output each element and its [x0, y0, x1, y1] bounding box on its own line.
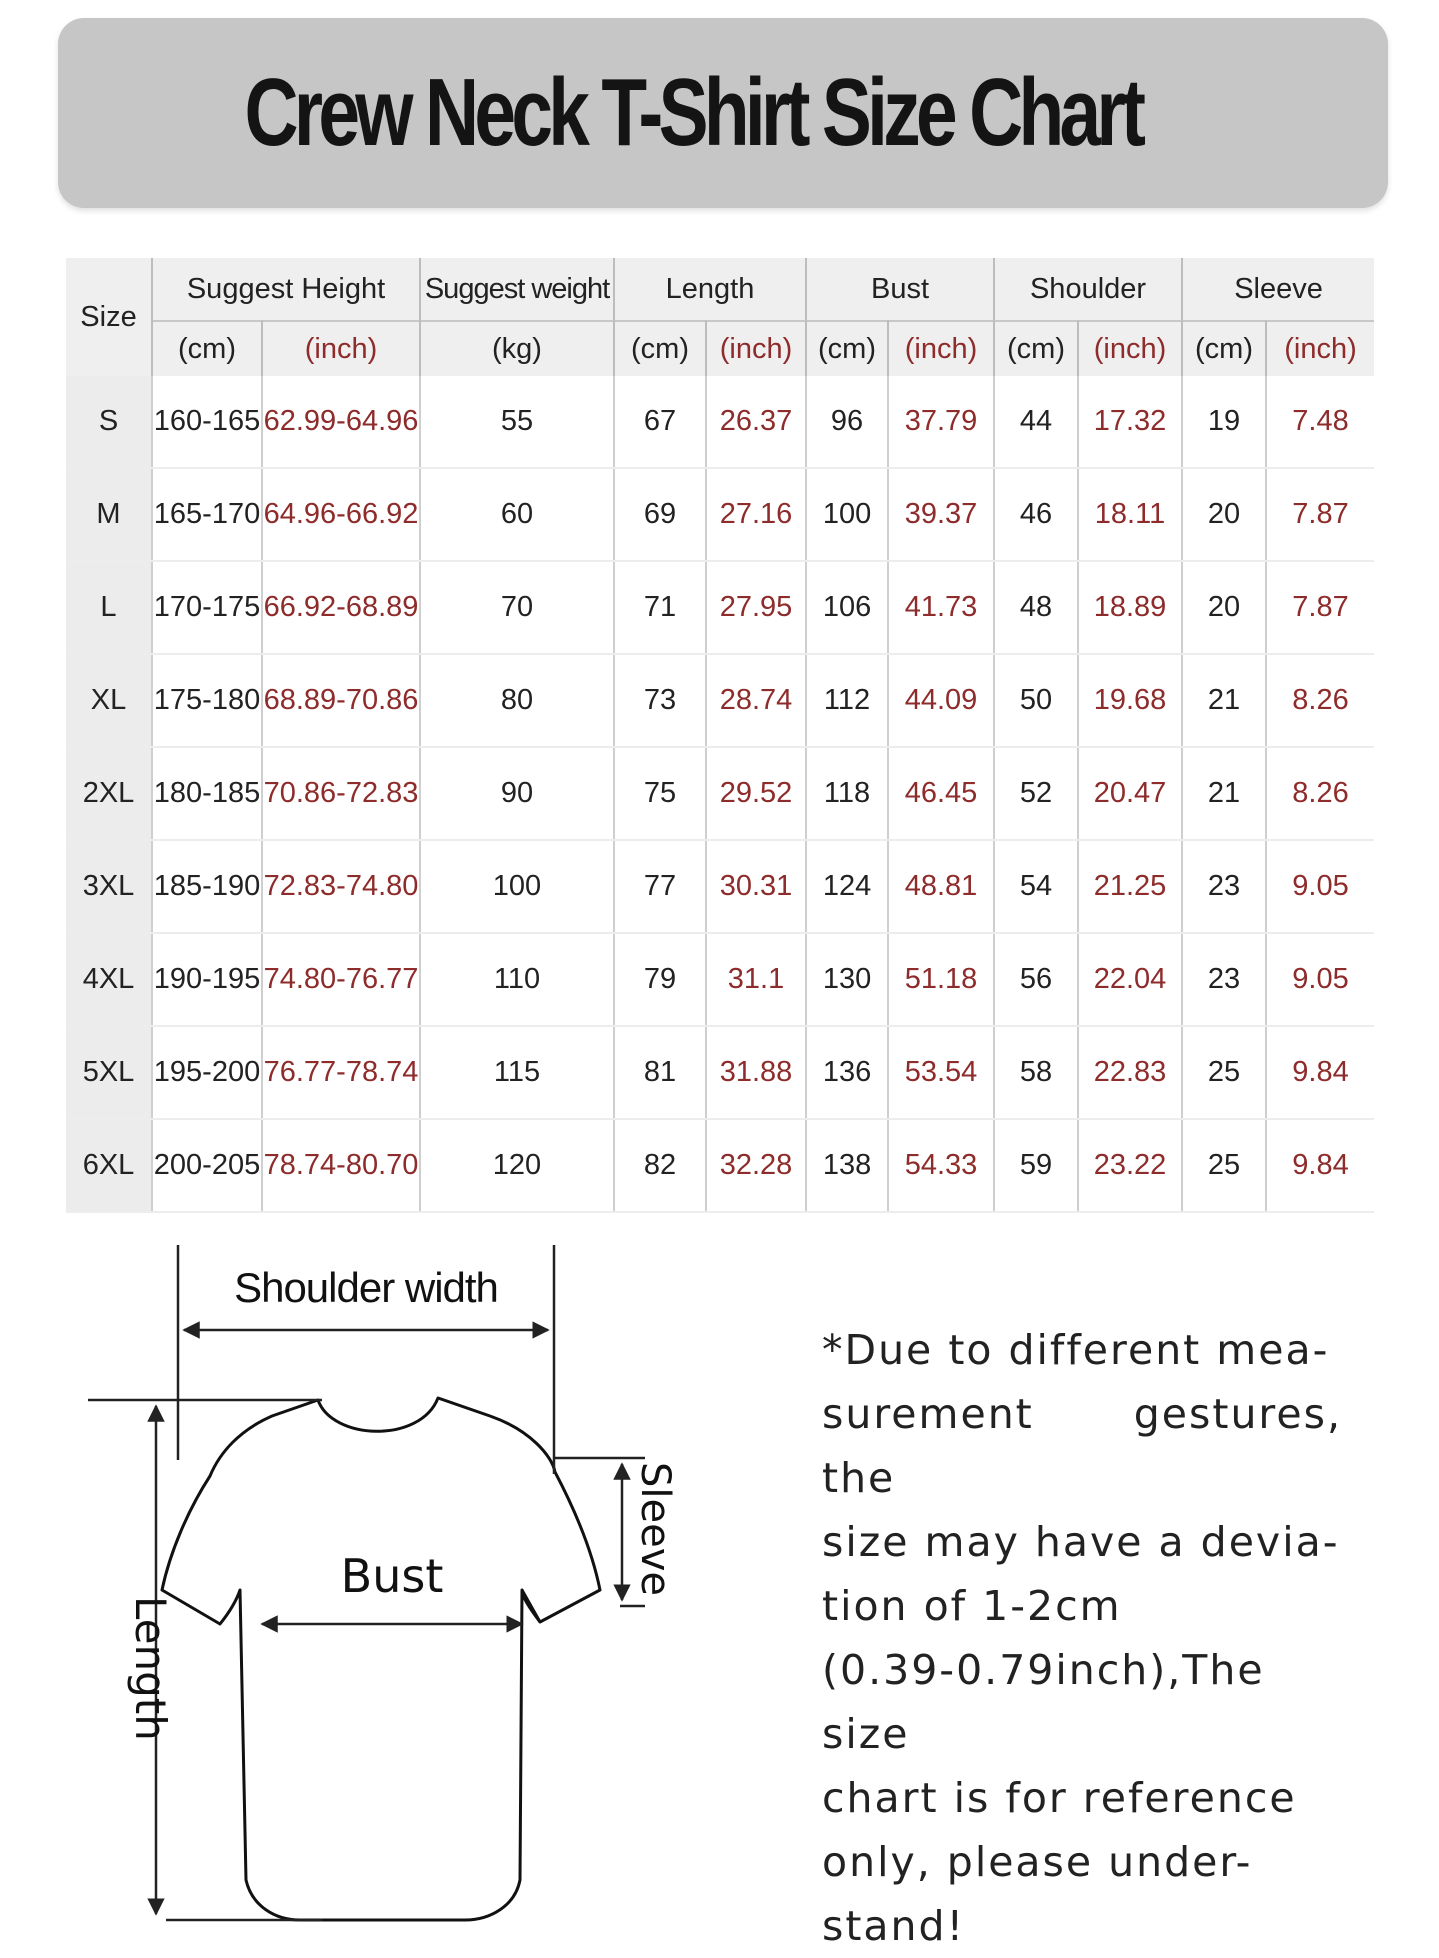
value-cell: 55: [420, 376, 614, 468]
unit-shoulder-inch: (inch): [1078, 321, 1182, 376]
table-row: [66, 561, 1374, 654]
value-cell: 41.73: [888, 561, 994, 654]
value-cell: 7.87: [1266, 468, 1374, 561]
value-cell: 18.89: [1078, 561, 1182, 654]
value-cell: 64.96-66.92: [262, 468, 420, 561]
value-cell: 46.45: [888, 747, 994, 840]
value-cell: 9.05: [1266, 840, 1374, 933]
value-cell: 21.25: [1078, 840, 1182, 933]
table-row: [66, 840, 1374, 933]
value-cell: 7.87: [1266, 561, 1374, 654]
value-cell: 70.86-72.83: [262, 747, 420, 840]
value-cell: 48: [994, 561, 1078, 654]
unit-length-inch: (inch): [706, 321, 806, 376]
value-cell: 56: [994, 933, 1078, 1026]
value-cell: 110: [420, 933, 614, 1026]
value-cell: 21: [1182, 654, 1266, 747]
value-cell: 23.22: [1078, 1119, 1182, 1212]
value-cell: 130: [806, 933, 888, 1026]
size-cell: L: [66, 561, 152, 654]
value-cell: 68.89-70.86: [262, 654, 420, 747]
value-cell: 18.11: [1078, 468, 1182, 561]
value-cell: 44.09: [888, 654, 994, 747]
value-cell: 72.83-74.80: [262, 840, 420, 933]
value-cell: 96: [806, 376, 888, 468]
value-cell: 22.04: [1078, 933, 1182, 1026]
value-cell: 175-180: [152, 654, 262, 747]
value-cell: 21: [1182, 747, 1266, 840]
size-cell: 4XL: [66, 933, 152, 1026]
unit-length-cm: (cm): [614, 321, 706, 376]
unit-height-inch: (inch): [262, 321, 420, 376]
table-row: [66, 933, 1374, 1026]
size-table: [66, 258, 1374, 1213]
unit-sleeve-cm: (cm): [1182, 321, 1266, 376]
value-cell: 70: [420, 561, 614, 654]
value-cell: 27.95: [706, 561, 806, 654]
value-cell: 53.54: [888, 1026, 994, 1119]
table-unit-row: [66, 321, 1374, 376]
value-cell: 120: [420, 1119, 614, 1212]
value-cell: 9.05: [1266, 933, 1374, 1026]
table-row: [66, 747, 1374, 840]
value-cell: 26.37: [706, 376, 806, 468]
value-cell: 52: [994, 747, 1078, 840]
value-cell: 31.1: [706, 933, 806, 1026]
value-cell: 118: [806, 747, 888, 840]
tshirt-outline: [162, 1398, 600, 1920]
value-cell: 165-170: [152, 468, 262, 561]
bust-label: Bust: [340, 1549, 444, 1603]
value-cell: 19: [1182, 376, 1266, 468]
title-banner: [58, 18, 1388, 208]
value-cell: 67: [614, 376, 706, 468]
size-cell: 6XL: [66, 1119, 152, 1212]
value-cell: 100: [806, 468, 888, 561]
value-cell: 75: [614, 747, 706, 840]
value-cell: 31.88: [706, 1026, 806, 1119]
header-sleeve: Sleeve: [1182, 258, 1374, 321]
value-cell: 22.83: [1078, 1026, 1182, 1119]
value-cell: 9.84: [1266, 1119, 1374, 1212]
table-row: [66, 1119, 1374, 1212]
value-cell: 7.48: [1266, 376, 1374, 468]
value-cell: 71: [614, 561, 706, 654]
value-cell: 69: [614, 468, 706, 561]
value-cell: 48.81: [888, 840, 994, 933]
value-cell: 82: [614, 1119, 706, 1212]
value-cell: 58: [994, 1026, 1078, 1119]
value-cell: 200-205: [152, 1119, 262, 1212]
value-cell: 81: [614, 1026, 706, 1119]
value-cell: 100: [420, 840, 614, 933]
value-cell: 136: [806, 1026, 888, 1119]
unit-bust-cm: (cm): [806, 321, 888, 376]
size-table-body: [66, 376, 1374, 1212]
value-cell: 8.26: [1266, 654, 1374, 747]
value-cell: 90: [420, 747, 614, 840]
value-cell: 19.68: [1078, 654, 1182, 747]
value-cell: 27.16: [706, 468, 806, 561]
value-cell: 25: [1182, 1119, 1266, 1212]
value-cell: 54: [994, 840, 1078, 933]
table-header-row: [66, 258, 1374, 321]
value-cell: 76.77-78.74: [262, 1026, 420, 1119]
value-cell: 46: [994, 468, 1078, 561]
value-cell: 32.28: [706, 1119, 806, 1212]
deviation-note: *Due to different mea- surement gestures, the size may have a devia- tion of 1-2cm (0.39-0.79inch),The size chart is for reference only, please under- stand!: [822, 1326, 1342, 1950]
value-cell: 180-185: [152, 747, 262, 840]
value-cell: 39.37: [888, 468, 994, 561]
unit-height-cm: (cm): [152, 321, 262, 376]
value-cell: 23: [1182, 840, 1266, 933]
shoulder-width-label: Shoulder width: [234, 1264, 498, 1311]
header-bust: Bust: [806, 258, 994, 321]
value-cell: 9.84: [1266, 1026, 1374, 1119]
sleeve-label: Sleeve: [632, 1462, 678, 1597]
tshirt-diagram: [60, 1230, 720, 1930]
value-cell: 190-195: [152, 933, 262, 1026]
unit-shoulder-cm: (cm): [994, 321, 1078, 376]
table-row: [66, 468, 1374, 561]
size-cell: M: [66, 468, 152, 561]
value-cell: 77: [614, 840, 706, 933]
value-cell: 59: [994, 1119, 1078, 1212]
header-size: Size: [66, 258, 152, 376]
unit-sleeve-inch: (inch): [1266, 321, 1374, 376]
value-cell: 20: [1182, 561, 1266, 654]
value-cell: 25: [1182, 1026, 1266, 1119]
value-cell: 138: [806, 1119, 888, 1212]
value-cell: 51.18: [888, 933, 994, 1026]
value-cell: 79: [614, 933, 706, 1026]
size-cell: S: [66, 376, 152, 468]
table-row: [66, 376, 1374, 468]
size-cell: 3XL: [66, 840, 152, 933]
value-cell: 185-190: [152, 840, 262, 933]
value-cell: 78.74-80.70: [262, 1119, 420, 1212]
value-cell: 106: [806, 561, 888, 654]
value-cell: 66.92-68.89: [262, 561, 420, 654]
value-cell: 44: [994, 376, 1078, 468]
header-weight: Suggest weight: [420, 258, 614, 321]
value-cell: 60: [420, 468, 614, 561]
value-cell: 37.79: [888, 376, 994, 468]
value-cell: 195-200: [152, 1026, 262, 1119]
value-cell: 124: [806, 840, 888, 933]
value-cell: 112: [806, 654, 888, 747]
unit-weight-kg: (kg): [420, 321, 614, 376]
table-row: [66, 1026, 1374, 1119]
header-height: Suggest Height: [152, 258, 420, 321]
page-title: Crew Neck T-Shirt Size Chart: [244, 59, 1142, 166]
value-cell: 170-175: [152, 561, 262, 654]
value-cell: 115: [420, 1026, 614, 1119]
value-cell: 80: [420, 654, 614, 747]
size-cell: XL: [66, 654, 152, 747]
length-label: Length: [126, 1596, 175, 1741]
header-length: Length: [614, 258, 806, 321]
value-cell: 74.80-76.77: [262, 933, 420, 1026]
value-cell: 20.47: [1078, 747, 1182, 840]
value-cell: 23: [1182, 933, 1266, 1026]
value-cell: 29.52: [706, 747, 806, 840]
value-cell: 30.31: [706, 840, 806, 933]
unit-bust-inch: (inch): [888, 321, 994, 376]
header-shoulder: Shoulder: [994, 258, 1182, 321]
value-cell: 54.33: [888, 1119, 994, 1212]
value-cell: 17.32: [1078, 376, 1182, 468]
value-cell: 50: [994, 654, 1078, 747]
value-cell: 73: [614, 654, 706, 747]
value-cell: 160-165: [152, 376, 262, 468]
size-cell: 5XL: [66, 1026, 152, 1119]
table-row: [66, 654, 1374, 747]
size-cell: 2XL: [66, 747, 152, 840]
value-cell: 62.99-64.96: [262, 376, 420, 468]
value-cell: 20: [1182, 468, 1266, 561]
value-cell: 8.26: [1266, 747, 1374, 840]
value-cell: 28.74: [706, 654, 806, 747]
